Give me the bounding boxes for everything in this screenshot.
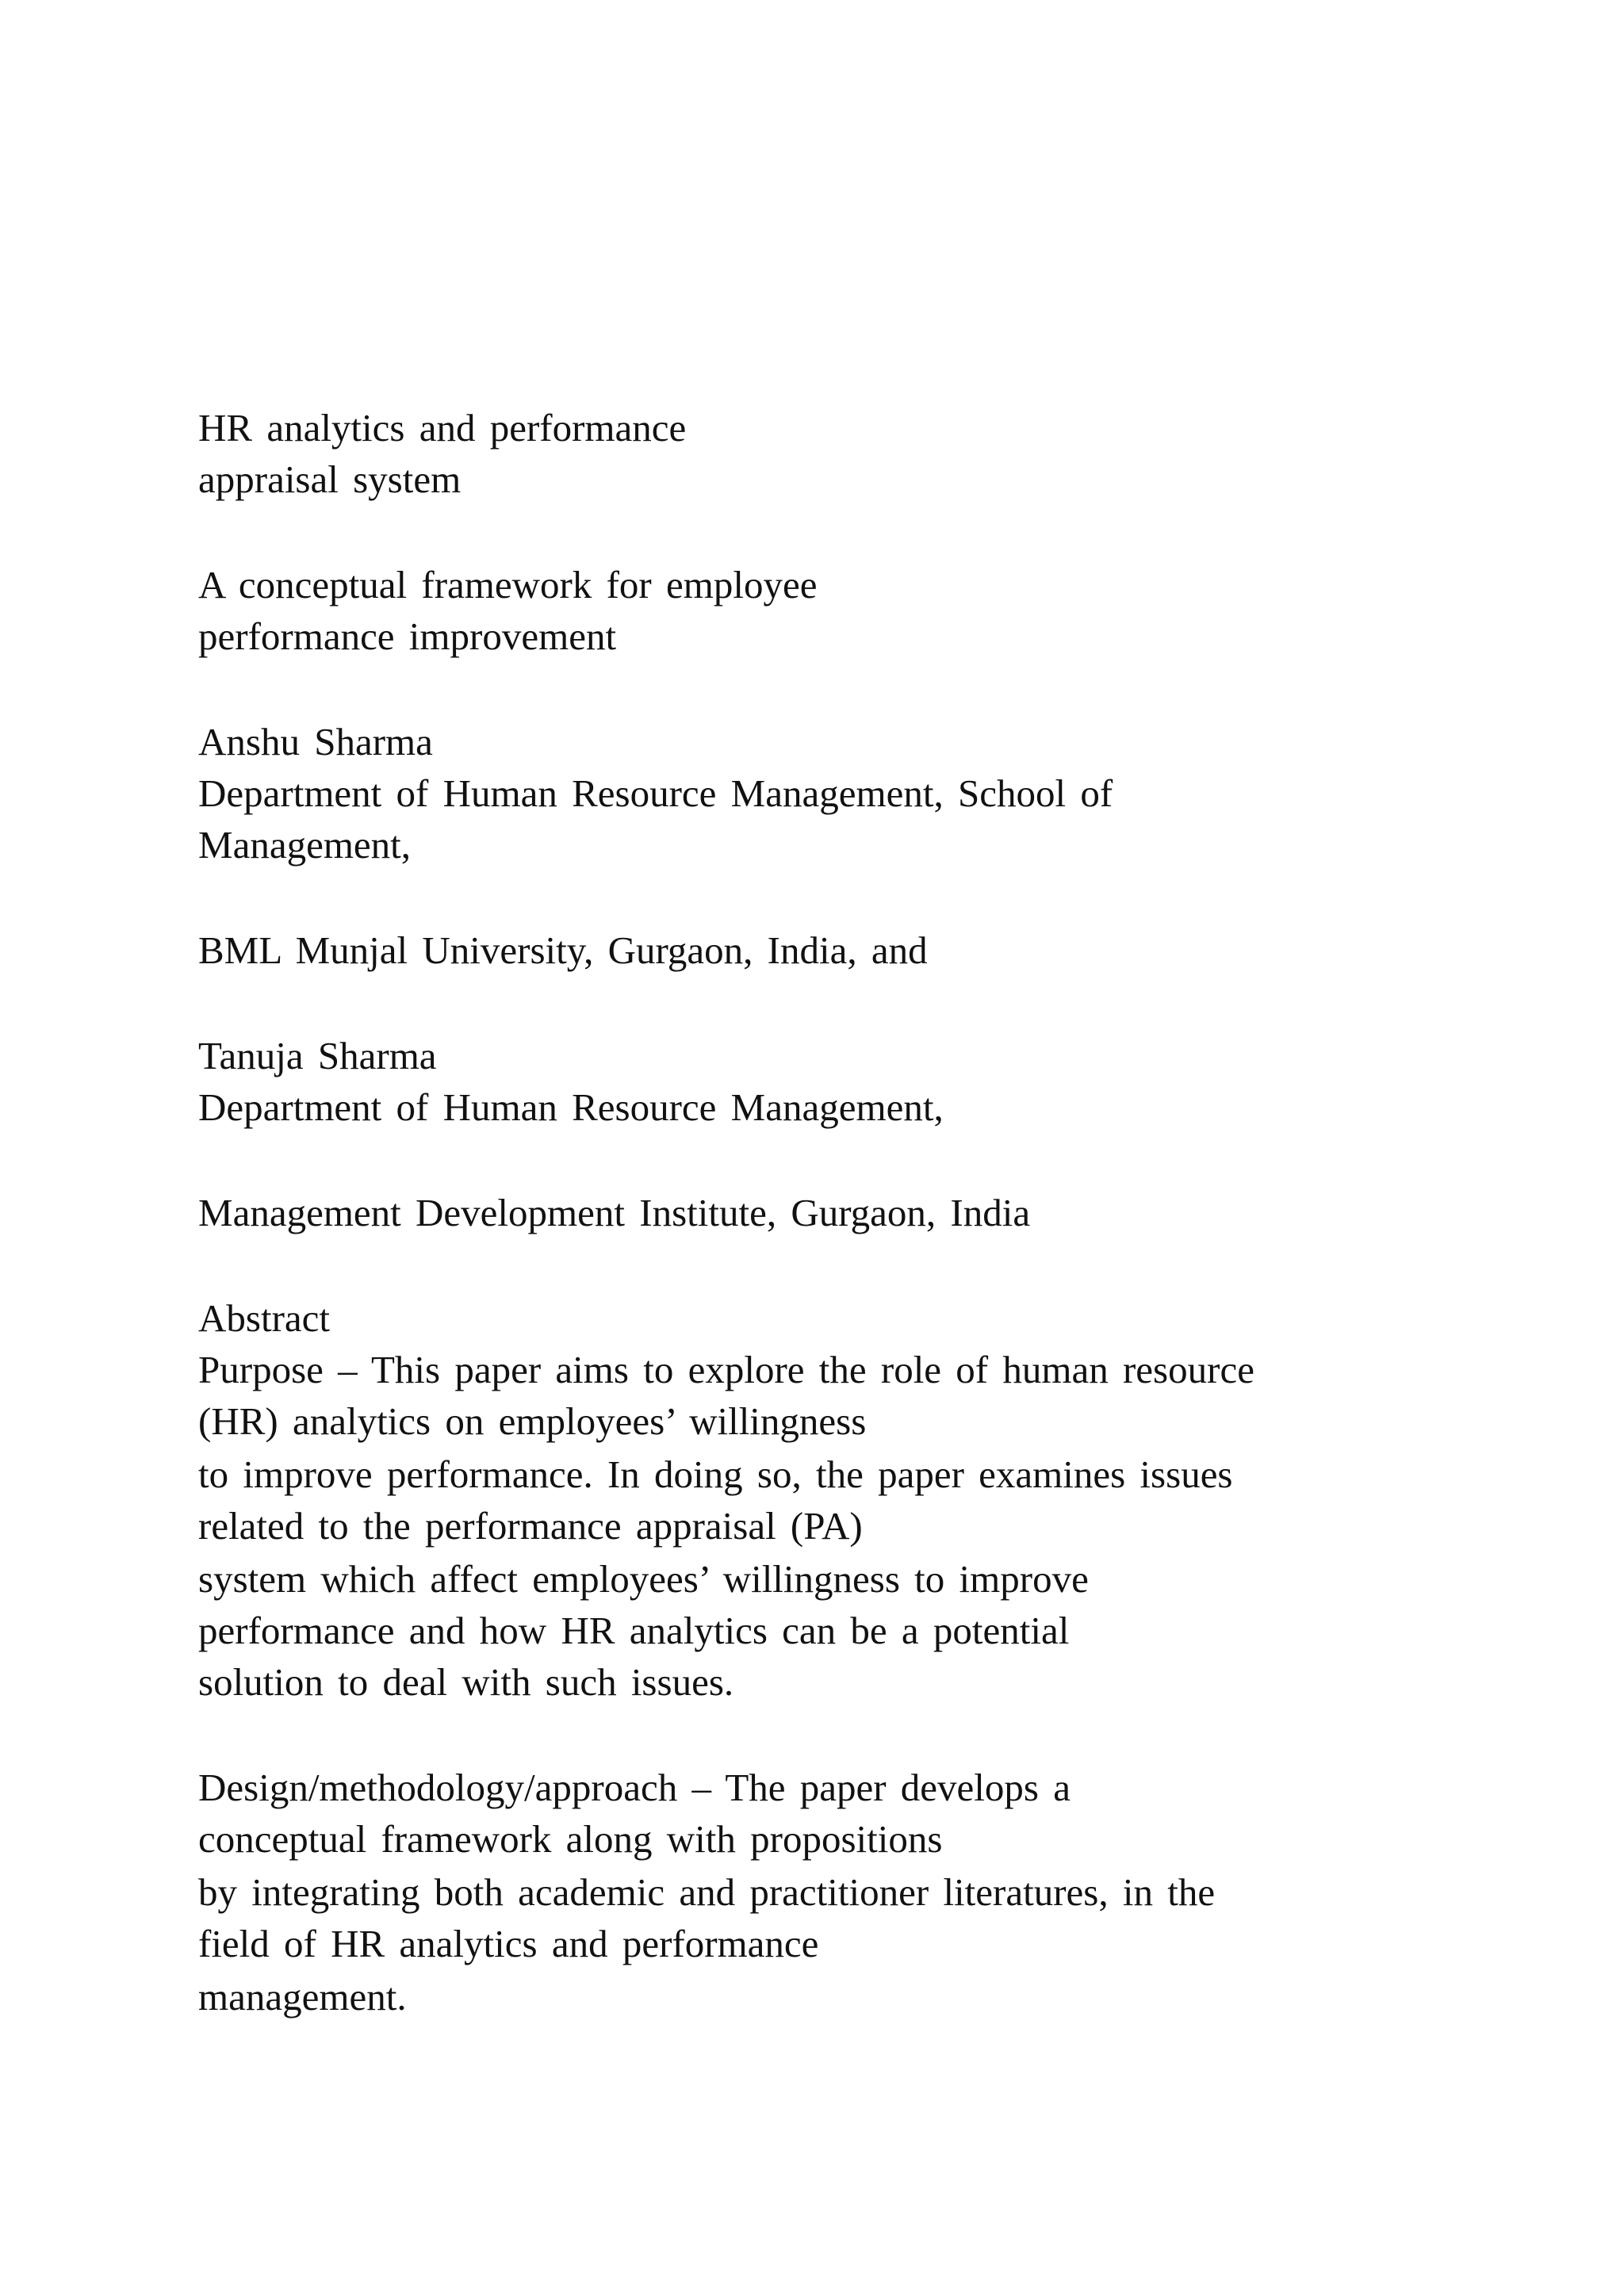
author2-affiliation: Department of Human Resource Management, (198, 1085, 944, 1129)
purpose-line-7: solution to deal with such issues. (198, 1660, 734, 1704)
author1-university: BML Munjal University, Gurgaon, India, and (198, 928, 928, 972)
author1-name: Anshu Sharma (198, 720, 433, 763)
author2-institute: Management Development Institute, Gurgaon, India (198, 1191, 1031, 1234)
purpose-line-1: Purpose – This paper aims to explore the role of human resource (198, 1348, 1254, 1391)
design-line-2: conceptual framework along with propositions (198, 1817, 943, 1861)
purpose-line-6: performance and how HR analytics can be a potential (198, 1609, 1070, 1652)
author1-affiliation-line-2: Management, (198, 823, 412, 867)
purpose-line-2: (HR) analytics on employees’ willingness (198, 1399, 867, 1443)
abstract-heading: Abstract (198, 1296, 330, 1340)
author2-name: Tanuja Sharma (198, 1034, 437, 1077)
author1-affiliation-line-1: Department of Human Resource Management, School of (198, 771, 1113, 815)
title-line-1: HR analytics and performance (198, 406, 687, 450)
purpose-line-4: related to the performance appraisal (PA) (198, 1504, 863, 1548)
subtitle-line-2: performance improvement (198, 614, 617, 658)
subtitle-line-1: A conceptual framework for employee (198, 563, 818, 607)
title-line-2: appraisal system (198, 457, 462, 501)
design-line-3: by integrating both academic and practitioner literatures, in the (198, 1870, 1216, 1914)
purpose-line-3: to improve performance. In doing so, the paper examines issues (198, 1452, 1233, 1496)
design-line-4: field of HR analytics and performance (198, 1922, 819, 1965)
design-line-5: management. (198, 1975, 407, 2019)
design-line-1: Design/methodology/approach – The paper develops a (198, 1766, 1071, 1809)
purpose-line-5: system which affect employees’ willingness to improve (198, 1557, 1089, 1601)
